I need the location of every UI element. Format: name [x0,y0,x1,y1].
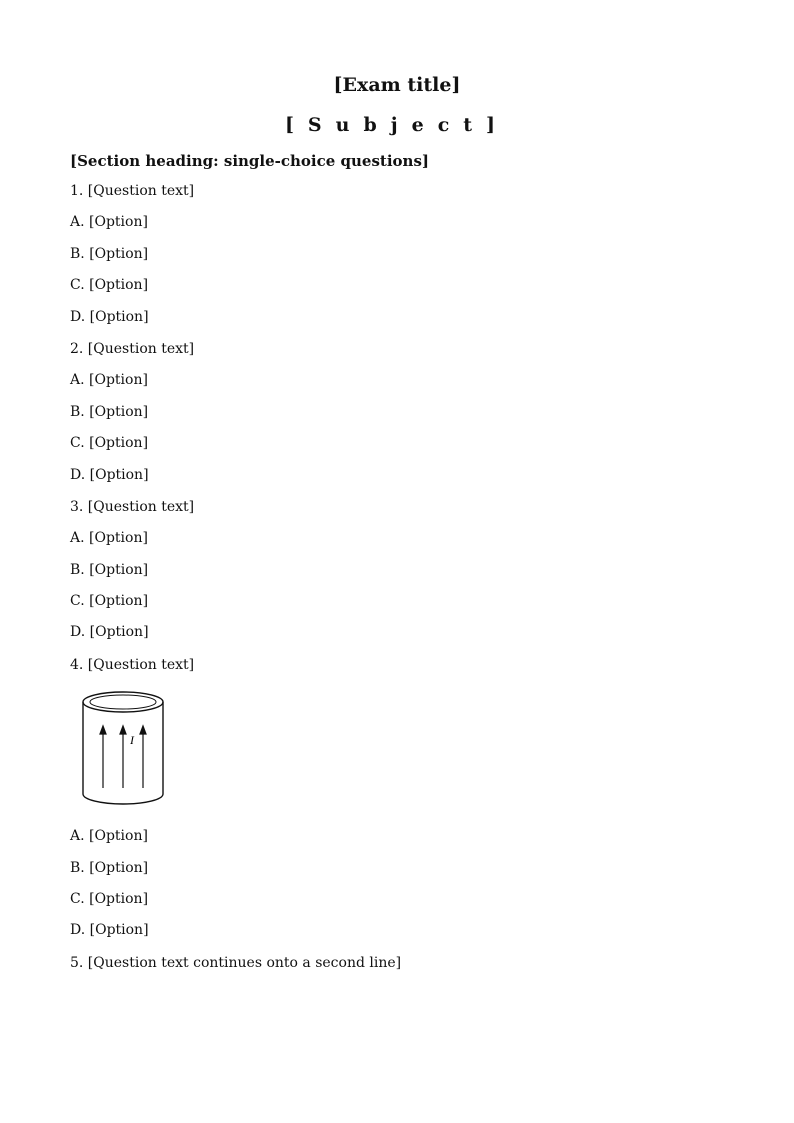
question-2 [70,338,724,486]
option-c[interactable]: C. [Option] [70,891,149,908]
question-3 [70,496,724,644]
option-d[interactable]: D. [Option] [70,308,149,325]
option-b[interactable]: B. [Option] [70,561,149,578]
question-stem: 3. [Question text] [70,498,195,515]
option-b[interactable]: B. [Option] [70,859,149,876]
question-1 [70,180,724,328]
page-title: [Exam title] [333,74,461,96]
section-heading: [Section heading: single-choice questions] [70,152,429,170]
current-label: I [130,733,134,748]
option-d[interactable]: D. [Option] [70,922,149,939]
subject-title: [Subject] [284,114,510,136]
option-a[interactable]: A. [Option] [70,530,148,547]
option-b[interactable]: B. [Option] [70,245,149,262]
question-stem: 1. [Question text] [70,183,195,199]
option-c[interactable]: C. [Option] [70,277,149,294]
option-a[interactable]: A. [Option] [70,214,148,231]
option-d[interactable]: D. [Option] [70,466,149,483]
question-stem: 4. [Question text] [70,656,195,673]
question-4 [70,654,724,942]
option-b[interactable]: B. [Option] [70,403,149,420]
question-stem: 5. [Question text continues onto a second line] [70,954,402,971]
option-d[interactable]: D. [Option] [70,624,149,641]
option-a[interactable]: A. [Option] [70,828,148,845]
cylinder-figure [78,688,168,808]
option-c[interactable]: C. [Option] [70,593,149,610]
question-stem: 2. [Question text] [70,340,195,357]
option-c[interactable]: C. [Option] [70,435,149,452]
option-a[interactable]: A. [Option] [70,372,148,389]
question-5 [70,952,724,974]
